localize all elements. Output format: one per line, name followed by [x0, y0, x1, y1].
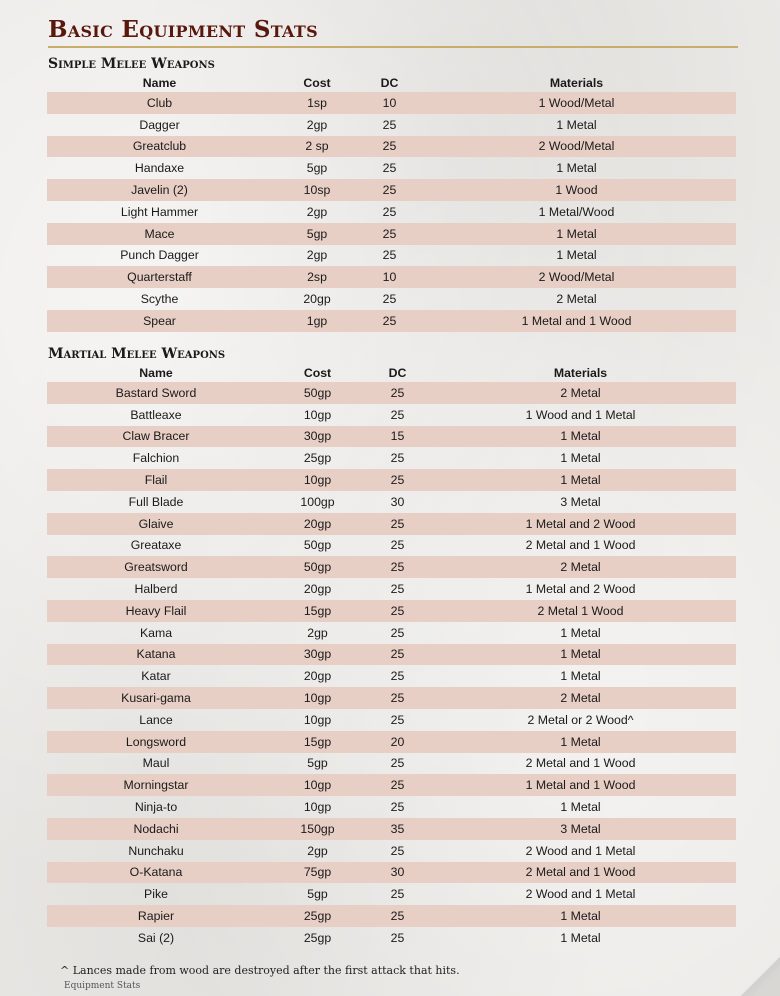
table-row — [47, 157, 736, 179]
cell-cost: 20gp — [303, 582, 332, 597]
cell-cost: 100gp — [300, 494, 335, 509]
cell-cost: 15gp — [265, 600, 370, 622]
cell-name: Greataxe — [130, 538, 182, 553]
table-row — [47, 927, 736, 949]
table-row — [47, 883, 736, 905]
column-header-materials: Materials — [553, 365, 608, 380]
cell-name: Flail — [47, 469, 265, 491]
table-row — [47, 288, 736, 310]
cell-name: Greatsword — [47, 556, 265, 578]
cell-cost: 25gp — [303, 451, 332, 466]
cell-dc: 30 — [390, 494, 405, 509]
cell-name: Halberd — [134, 582, 178, 597]
cell-dc: 25 — [370, 600, 425, 622]
title-divider — [48, 46, 738, 48]
table-row — [47, 578, 736, 600]
cell-materials: 3 Metal — [560, 494, 601, 509]
cell-dc: 10 — [362, 266, 417, 288]
table-row — [47, 426, 736, 448]
cell-name: Light Hammer — [120, 204, 199, 219]
cell-name: Battleaxe — [130, 407, 182, 422]
cell-dc: 30 — [370, 862, 425, 884]
cell-dc: 20 — [370, 731, 425, 753]
cell-dc: 25 — [390, 712, 405, 727]
table-row — [47, 404, 736, 426]
cell-name: Full Blade — [128, 494, 184, 509]
cell-cost: 5gp — [307, 756, 328, 771]
cell-cost: 10gp — [265, 774, 370, 796]
table-header-row — [47, 363, 736, 382]
cell-cost: 2gp — [306, 248, 328, 263]
cell-dc: 25 — [382, 292, 397, 307]
cell-cost: 10sp — [272, 179, 362, 201]
table-row — [47, 862, 736, 884]
cell-dc: 25 — [370, 513, 425, 535]
cell-dc: 25 — [390, 930, 405, 945]
cell-cost: 50gp — [265, 556, 370, 578]
table-row — [47, 796, 736, 818]
cell-materials: 2 Metal and 1 Wood — [525, 756, 636, 771]
cell-dc: 25 — [362, 179, 417, 201]
simple-weapons-heading: Simple Melee Weapons — [48, 56, 215, 72]
table-header-row — [47, 73, 736, 92]
cell-dc: 25 — [370, 382, 425, 404]
cell-dc: 35 — [370, 818, 425, 840]
cell-cost: 50gp — [303, 538, 332, 553]
cell-name: Morningstar — [47, 774, 265, 796]
cell-cost: 30gp — [265, 426, 370, 448]
cell-cost: 25gp — [265, 905, 370, 927]
table-row — [47, 223, 736, 245]
cell-name: Spear — [47, 310, 272, 332]
cell-dc: 25 — [390, 582, 405, 597]
table-row — [47, 179, 736, 201]
cell-name: Bastard Sword — [47, 382, 265, 404]
cell-name: Kama — [139, 625, 173, 640]
table-row — [47, 622, 736, 644]
cell-materials: 2 Metal — [425, 382, 736, 404]
table-row — [47, 382, 736, 404]
cell-dc: 25 — [370, 556, 425, 578]
martial-weapons-heading: Martial Melee Weapons — [48, 346, 226, 362]
cell-cost: 1sp — [272, 92, 362, 114]
table-row — [47, 644, 736, 666]
cell-materials: 1 Metal — [556, 248, 597, 263]
cell-materials: 2 Metal 1 Wood — [425, 600, 736, 622]
cell-name: Pike — [144, 887, 168, 902]
table-row — [47, 136, 736, 158]
table-row — [47, 114, 736, 136]
cell-dc: 25 — [370, 644, 425, 666]
cell-dc: 25 — [370, 774, 425, 796]
table-row — [47, 513, 736, 535]
cell-name: Longsword — [47, 731, 265, 753]
cell-name: Kusari-gama — [47, 687, 265, 709]
cell-name: Katar — [141, 669, 171, 684]
cell-dc: 25 — [370, 905, 425, 927]
cell-dc: 25 — [382, 248, 397, 263]
column-header-name: Name — [139, 365, 173, 380]
cell-dc: 25 — [390, 407, 405, 422]
table-row — [47, 665, 736, 687]
cell-name: Nodachi — [47, 818, 265, 840]
cell-dc: 25 — [390, 800, 405, 815]
cell-cost: 50gp — [265, 382, 370, 404]
cell-materials: 1 Metal — [425, 905, 736, 927]
cell-materials: 2 Wood/Metal — [417, 136, 736, 158]
column-header-dc: DC — [380, 75, 399, 90]
cell-materials: 1 Metal — [560, 800, 601, 815]
cell-dc: 25 — [390, 625, 405, 640]
table-row — [47, 840, 736, 862]
cell-materials: 1 Metal — [560, 451, 601, 466]
table-row — [47, 469, 736, 491]
cell-materials: 1 Metal — [556, 117, 597, 132]
cell-materials: 1 Metal — [425, 426, 736, 448]
cell-dc: 25 — [382, 161, 397, 176]
cell-name: Dagger — [139, 117, 180, 132]
table-row — [47, 905, 736, 927]
table-row — [47, 245, 736, 267]
column-header-dc: DC — [388, 365, 407, 380]
cell-name: Handaxe — [134, 161, 185, 176]
cell-materials: 2 Metal or 2 Wood^ — [527, 712, 634, 727]
cell-materials: 1 Metal and 2 Wood — [525, 582, 636, 597]
cell-cost: 5gp — [272, 223, 362, 245]
column-header-materials: Materials — [549, 75, 604, 90]
cell-cost: 1gp — [272, 310, 362, 332]
cell-cost: 75gp — [265, 862, 370, 884]
table-row — [47, 535, 736, 557]
table-row — [47, 310, 736, 332]
column-header-cost: Cost — [303, 75, 331, 90]
cell-name: Scythe — [140, 292, 179, 307]
cell-cost: 5gp — [307, 887, 328, 902]
cell-name: Nunchaku — [128, 843, 184, 858]
cell-name: Ninja-to — [134, 800, 178, 815]
cell-name: Katana — [47, 644, 265, 666]
cell-name: Club — [47, 92, 272, 114]
table-row — [47, 266, 736, 288]
cell-dc: 25 — [362, 136, 417, 158]
table-row — [47, 201, 736, 223]
page-footer-label: Equipment Stats — [64, 981, 141, 991]
table-row — [47, 447, 736, 469]
table-row — [47, 556, 736, 578]
cell-name: O-Katana — [47, 862, 265, 884]
cell-name: Mace — [47, 223, 272, 245]
cell-materials: 1 Metal — [560, 669, 601, 684]
cell-dc: 25 — [390, 669, 405, 684]
cell-dc: 25 — [382, 204, 397, 219]
cell-materials: 3 Metal — [425, 818, 736, 840]
simple-weapons-table — [47, 73, 736, 332]
cell-materials: 1 Metal — [425, 731, 736, 753]
lance-footnote: ^ Lances made from wood are destroyed after the first attack that hits. — [60, 964, 460, 977]
cell-materials: 1 Metal — [560, 930, 601, 945]
table-row — [47, 709, 736, 731]
cell-cost: 2gp — [306, 204, 328, 219]
column-header-name: Name — [142, 75, 177, 90]
cell-materials: 1 Metal — [425, 469, 736, 491]
cell-materials: 2 Metal — [425, 556, 736, 578]
table-row — [47, 731, 736, 753]
cell-name: Glaive — [47, 513, 265, 535]
cell-dc: 25 — [370, 469, 425, 491]
cell-materials: 2 Wood and 1 Metal — [525, 843, 636, 858]
cell-name: Quarterstaff — [47, 266, 272, 288]
page-title: Basic Equipment Stats — [48, 16, 318, 43]
table-row — [47, 774, 736, 796]
cell-materials: 1 Metal/Wood — [538, 204, 615, 219]
cell-cost: 2 sp — [272, 136, 362, 158]
cell-cost: 20gp — [303, 292, 331, 307]
cell-cost: 10gp — [303, 712, 332, 727]
table-row — [47, 753, 736, 775]
cell-cost: 2gp — [306, 117, 328, 132]
cell-cost: 10gp — [265, 469, 370, 491]
cell-name: Falchion — [132, 451, 180, 466]
cell-materials: 2 Metal — [556, 292, 597, 307]
cell-name: Sai (2) — [137, 930, 175, 945]
cell-materials: 1 Metal — [417, 223, 736, 245]
cell-dc: 25 — [382, 117, 397, 132]
cell-dc: 25 — [390, 538, 405, 553]
cell-cost: 10gp — [265, 687, 370, 709]
table-row — [47, 92, 736, 114]
cell-materials: 1 Metal and 1 Wood — [425, 774, 736, 796]
table-row — [47, 491, 736, 513]
cell-dc: 15 — [370, 426, 425, 448]
cell-cost: 20gp — [303, 669, 332, 684]
cell-materials: 2 Metal and 1 Wood — [525, 538, 636, 553]
cell-name: Heavy Flail — [47, 600, 265, 622]
cell-dc: 25 — [362, 310, 417, 332]
cell-materials: 1 Metal — [556, 161, 597, 176]
cell-dc: 25 — [390, 843, 405, 858]
cell-materials: 1 Metal — [560, 625, 601, 640]
cell-cost: 20gp — [265, 513, 370, 535]
cell-materials: 2 Metal — [425, 687, 736, 709]
cell-cost: 30gp — [265, 644, 370, 666]
column-header-cost: Cost — [303, 365, 332, 380]
cell-dc: 25 — [390, 756, 405, 771]
table-row — [47, 687, 736, 709]
cell-cost: 150gp — [265, 818, 370, 840]
cell-cost: 10gp — [303, 800, 332, 815]
cell-cost: 5gp — [306, 161, 328, 176]
cell-materials: 2 Metal and 1 Wood — [425, 862, 736, 884]
cell-dc: 10 — [362, 92, 417, 114]
cell-name: Claw Bracer — [47, 426, 265, 448]
cell-dc: 25 — [370, 687, 425, 709]
cell-name: Maul — [142, 756, 170, 771]
cell-dc: 25 — [362, 223, 417, 245]
cell-name: Greatclub — [47, 136, 272, 158]
cell-materials: 2 Wood/Metal — [417, 266, 736, 288]
cell-materials: 2 Wood and 1 Metal — [525, 887, 636, 902]
cell-materials: 1 Metal and 2 Wood — [425, 513, 736, 535]
cell-name: Rapier — [47, 905, 265, 927]
cell-materials: 1 Wood and 1 Metal — [525, 407, 636, 422]
cell-name: Punch Dagger — [120, 248, 199, 263]
cell-cost: 25gp — [303, 930, 332, 945]
cell-name: Lance — [139, 712, 173, 727]
cell-cost: 2gp — [307, 843, 328, 858]
cell-name: Javelin (2) — [47, 179, 272, 201]
table-row — [47, 818, 736, 840]
cell-dc: 25 — [390, 887, 405, 902]
cell-materials: 1 Wood/Metal — [417, 92, 736, 114]
cell-cost: 10gp — [303, 407, 332, 422]
cell-cost: 2sp — [272, 266, 362, 288]
cell-materials: 1 Wood — [417, 179, 736, 201]
cell-materials: 1 Metal — [425, 644, 736, 666]
page-curl-decoration — [740, 956, 780, 996]
cell-cost: 2gp — [307, 625, 328, 640]
martial-weapons-table — [47, 363, 736, 949]
cell-materials: 1 Metal and 1 Wood — [417, 310, 736, 332]
table-row — [47, 600, 736, 622]
cell-cost: 15gp — [265, 731, 370, 753]
cell-dc: 25 — [390, 451, 405, 466]
